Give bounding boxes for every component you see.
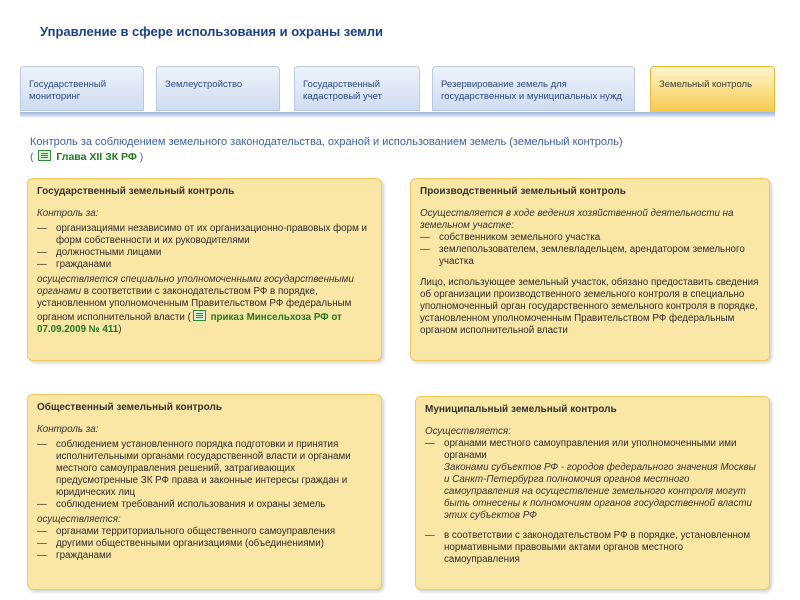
list-item: — собственником земельного участка <box>420 232 601 243</box>
list-item: — в соответствии с законодательством РФ в порядке, установленном нормативными правовыми актами органов местного самоуправления <box>425 530 751 565</box>
page-title: Управление в сфере использования и охраны земли <box>40 24 384 39</box>
list-item: — органами местного самоуправления или уполномоченными ими органами <box>425 438 737 461</box>
list-item: — гражданами <box>37 259 112 270</box>
state-land-control-box <box>27 178 382 361</box>
control-label: Контроль за: <box>37 208 99 219</box>
control-lead: Осуществляется в ходе ведения хозяйственной деятельности на земельном участке: <box>420 208 734 231</box>
tab-land-reservation[interactable]: Резервирование земель для государственных и муниципальных нужд <box>432 66 635 111</box>
box-header: Государственный земельный контроль <box>37 186 235 197</box>
state-control-paragraph: осуществляется специально уполномоченными государственными органами в соответствии с законодательством РФ в порядке, установленном уполномоченным Правительством РФ федеральным органом исполнительной власти ( приказ Минсельхоза РФ от 07.09.2009 № 411) <box>37 274 354 335</box>
law-reference <box>30 150 143 164</box>
list-item: — соблюдением установленного порядка подготовки и принятия исполнительными органами государственной власти и органами местного самоуправления решений, затрагивающих предусмотренные ЗК РФ права и законные интересы граждан и юридических лиц <box>37 439 351 498</box>
municipal-land-control-box <box>415 396 770 590</box>
ref-open-paren: ( <box>30 151 34 163</box>
tab-bar <box>20 66 775 114</box>
tab-underline <box>20 112 775 117</box>
list-item: — землепользователем, землевладельцем, арендатором земельного участка <box>420 244 745 267</box>
ref-close-paren: ) <box>139 151 144 163</box>
box-header: Производственный земельный контроль <box>420 186 626 197</box>
performed-by-label: осуществляется: <box>37 514 121 525</box>
list-item: — организациями независимо от их организационно-правовых форм и форм собственности и их руководителями <box>37 223 368 246</box>
list-item: — органами территориального общественного самоуправления <box>37 526 336 537</box>
box-header: Общественный земельный контроль <box>37 402 223 413</box>
tab-land-management[interactable]: Землеустройство <box>156 66 280 111</box>
industrial-land-control-box <box>410 178 770 361</box>
public-land-control-box <box>27 394 382 590</box>
box-header: Муниципальный земельный контроль <box>425 404 617 415</box>
list-item: — гражданами <box>37 550 112 561</box>
federal-cities-note: Законами субъектов РФ - городов федерального значения Москвы и Санкт-Петербурга полномочия органов местного самоуправления на осуществление земельного контроля могут быть отнесены к полномочиям органов государственной власти этих субъектов РФ <box>444 462 756 521</box>
control-lead: Осуществляется: <box>425 426 511 437</box>
list-item: — другими общественными организациями (объединениями) <box>37 538 325 549</box>
tab-land-control[interactable]: Земельный контроль <box>650 66 775 114</box>
section-subtitle: Контроль за соблюдением земельного законодательства, охраной и использованием земель (земельный контроль) <box>30 136 623 148</box>
tab-cadastral-registration[interactable]: Государственный кадастровый учет <box>294 66 420 111</box>
law-reference-link[interactable]: Глава XII ЗК РФ <box>56 151 137 163</box>
list-item: — соблюдением требований использования и охраны земель <box>37 499 326 510</box>
list-item: — должностными лицами <box>37 247 162 258</box>
order-reference-link[interactable]: приказ Минсельхоза РФ от 07.09.2009 № 411 <box>37 312 342 335</box>
control-label: Контроль за: <box>37 424 99 435</box>
document-icon <box>193 310 206 321</box>
document-icon <box>38 150 51 161</box>
industrial-control-paragraph: Лицо, использующее земельный участок, обязано предоставить сведения об организации производственного земельного контроля в специально уполномоченный орган государственного земельного контроля в порядке, установленном уполномоченным Правительством РФ федеральным органом исполнительной власти <box>420 277 759 336</box>
tab-state-monitoring[interactable]: Государственный мониторинг <box>20 66 144 111</box>
